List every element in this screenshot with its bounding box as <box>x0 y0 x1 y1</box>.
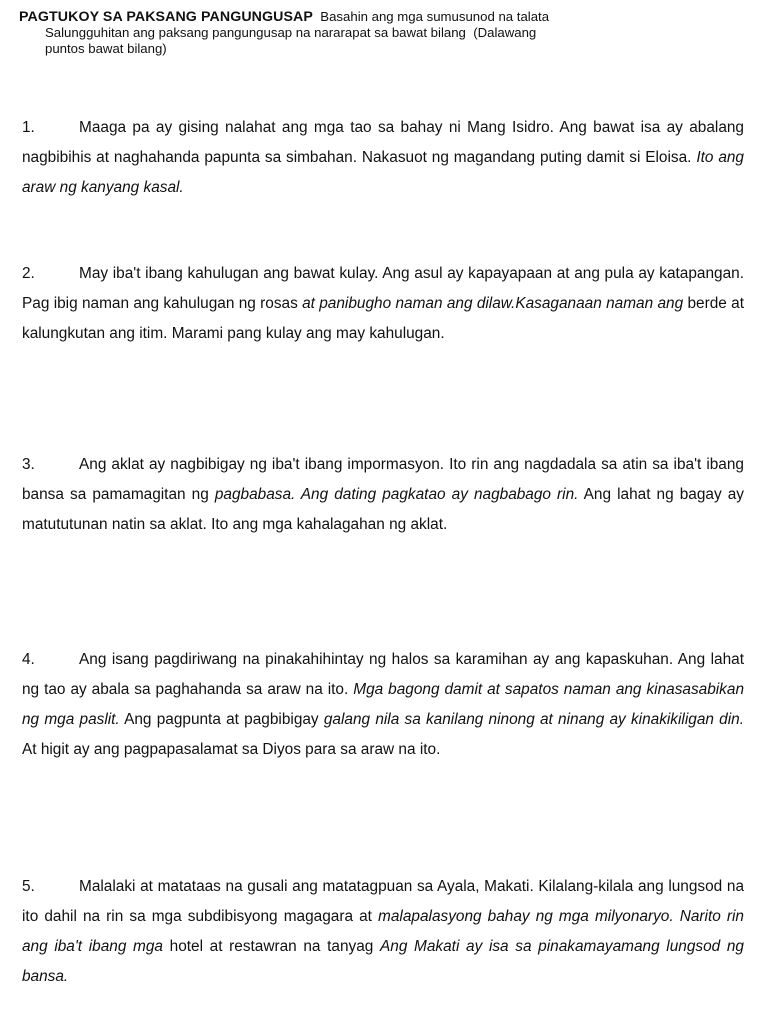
paragraph-text <box>22 113 744 203</box>
paragraph-text <box>22 645 744 765</box>
sentence-group: hotel at restawran na tanyag <box>169 938 374 955</box>
worksheet-title: PAGTUKOY SA PAKSANG PANGUNGUSAP <box>19 9 313 25</box>
item-number: 3. <box>22 456 35 473</box>
sentence-group: Ang aklat ay nagbibigay ng iba't ibang impormasyon. Ito rin ang nagdadala sa atin sa iba't ibang bansa sa pamamagitan ng <box>22 456 744 503</box>
instruction-read: Basahin ang mga sumusunod na talata <box>320 9 550 24</box>
sentence-group: Maaga pa ay gising nalahat ang mga tao sa bahay ni Mang Isidro. Ang bawat isa ay abalang nagbibihis at naghahanda papunta sa simbahan. Nakasuot ng magandang puting damit si Eloisa. <box>22 119 744 166</box>
item-number: 5. <box>22 878 35 895</box>
sentence-group: Ang Makati ay isa sa pinakamayamang lungsod ng bansa. <box>22 938 744 985</box>
paragraph-item-2 <box>22 259 744 349</box>
worksheet-header <box>19 9 749 57</box>
paragraph-text <box>22 872 744 992</box>
item-number: 4. <box>22 651 35 668</box>
paragraph-text <box>22 259 744 349</box>
sentence-group: At higit ay ang pagpapasalamat sa Diyos para sa araw na ito. <box>22 741 441 758</box>
paragraph-text <box>22 450 744 540</box>
sentence-group: galang nila sa kanilang ninong at ninang ay kinakikiligan din. <box>323 711 744 728</box>
sentence-group: Malalaki at matataas na gusali ang matatagpuan sa Ayala, Makati. Kilalang-kilala ang lungsod na ito dahil na rin sa mga subdibisyong magagara at <box>22 878 744 925</box>
sentence-group: pagbabasa. Ang dating pagkatao ay nagbabago rin. <box>214 486 579 503</box>
paragraph-item-4 <box>22 645 744 765</box>
instruction-points-a: (Dalawang <box>473 25 537 40</box>
paragraph-item-1 <box>22 113 744 203</box>
sentence-group: Mga bagong damit at sapatos naman ang kinasasabikan ng mga paslit. <box>22 681 745 728</box>
sentence-group: Ito ang araw ng kanyang kasal. <box>22 149 744 196</box>
sentence-group: Ang pagpunta at pagbibigay <box>124 711 319 728</box>
item-number: 1. <box>22 119 35 136</box>
sentence-group: Ang isang pagdiriwang na pinakahihintay ng halos sa karamihan ay ang kapaskuhan. Ang lahat ng tao ay abala sa paghahanda sa araw na ito. <box>22 651 744 698</box>
sentence-group: malapalasyong bahay ng mga milyonaryo. Narito rin ang iba't ibang mga <box>22 908 744 955</box>
paragraph-item-5 <box>22 872 744 992</box>
instruction-points-b: puntos bawat bilang) <box>45 41 167 56</box>
sentence-group: May iba't ibang kahulugan ang bawat kulay. Ang asul ay kapayapaan at ang pula ay katapangan. Pag ibig naman ang kahulugan ng rosas <box>22 265 744 312</box>
header-line-2 <box>19 25 749 41</box>
sentence-group: at panibugho naman ang dilaw.Kasaganaan naman ang <box>302 295 684 312</box>
sentence-group: berde at kalungkutan ang itim. Marami pang kulay ang may kahulugan. <box>22 295 744 342</box>
header-line-3 <box>19 41 749 57</box>
header-line-1 <box>19 9 749 25</box>
paragraph-item-3 <box>22 450 744 540</box>
item-number: 2. <box>22 265 35 282</box>
instruction-underline: Salungguhitan ang paksang pangungusap na nararapat sa bawat bilang <box>45 25 466 40</box>
sentence-group: Ang lahat ng bagay ay matututunan natin sa aklat. Ito ang mga kahalagahan ng aklat. <box>22 486 744 533</box>
